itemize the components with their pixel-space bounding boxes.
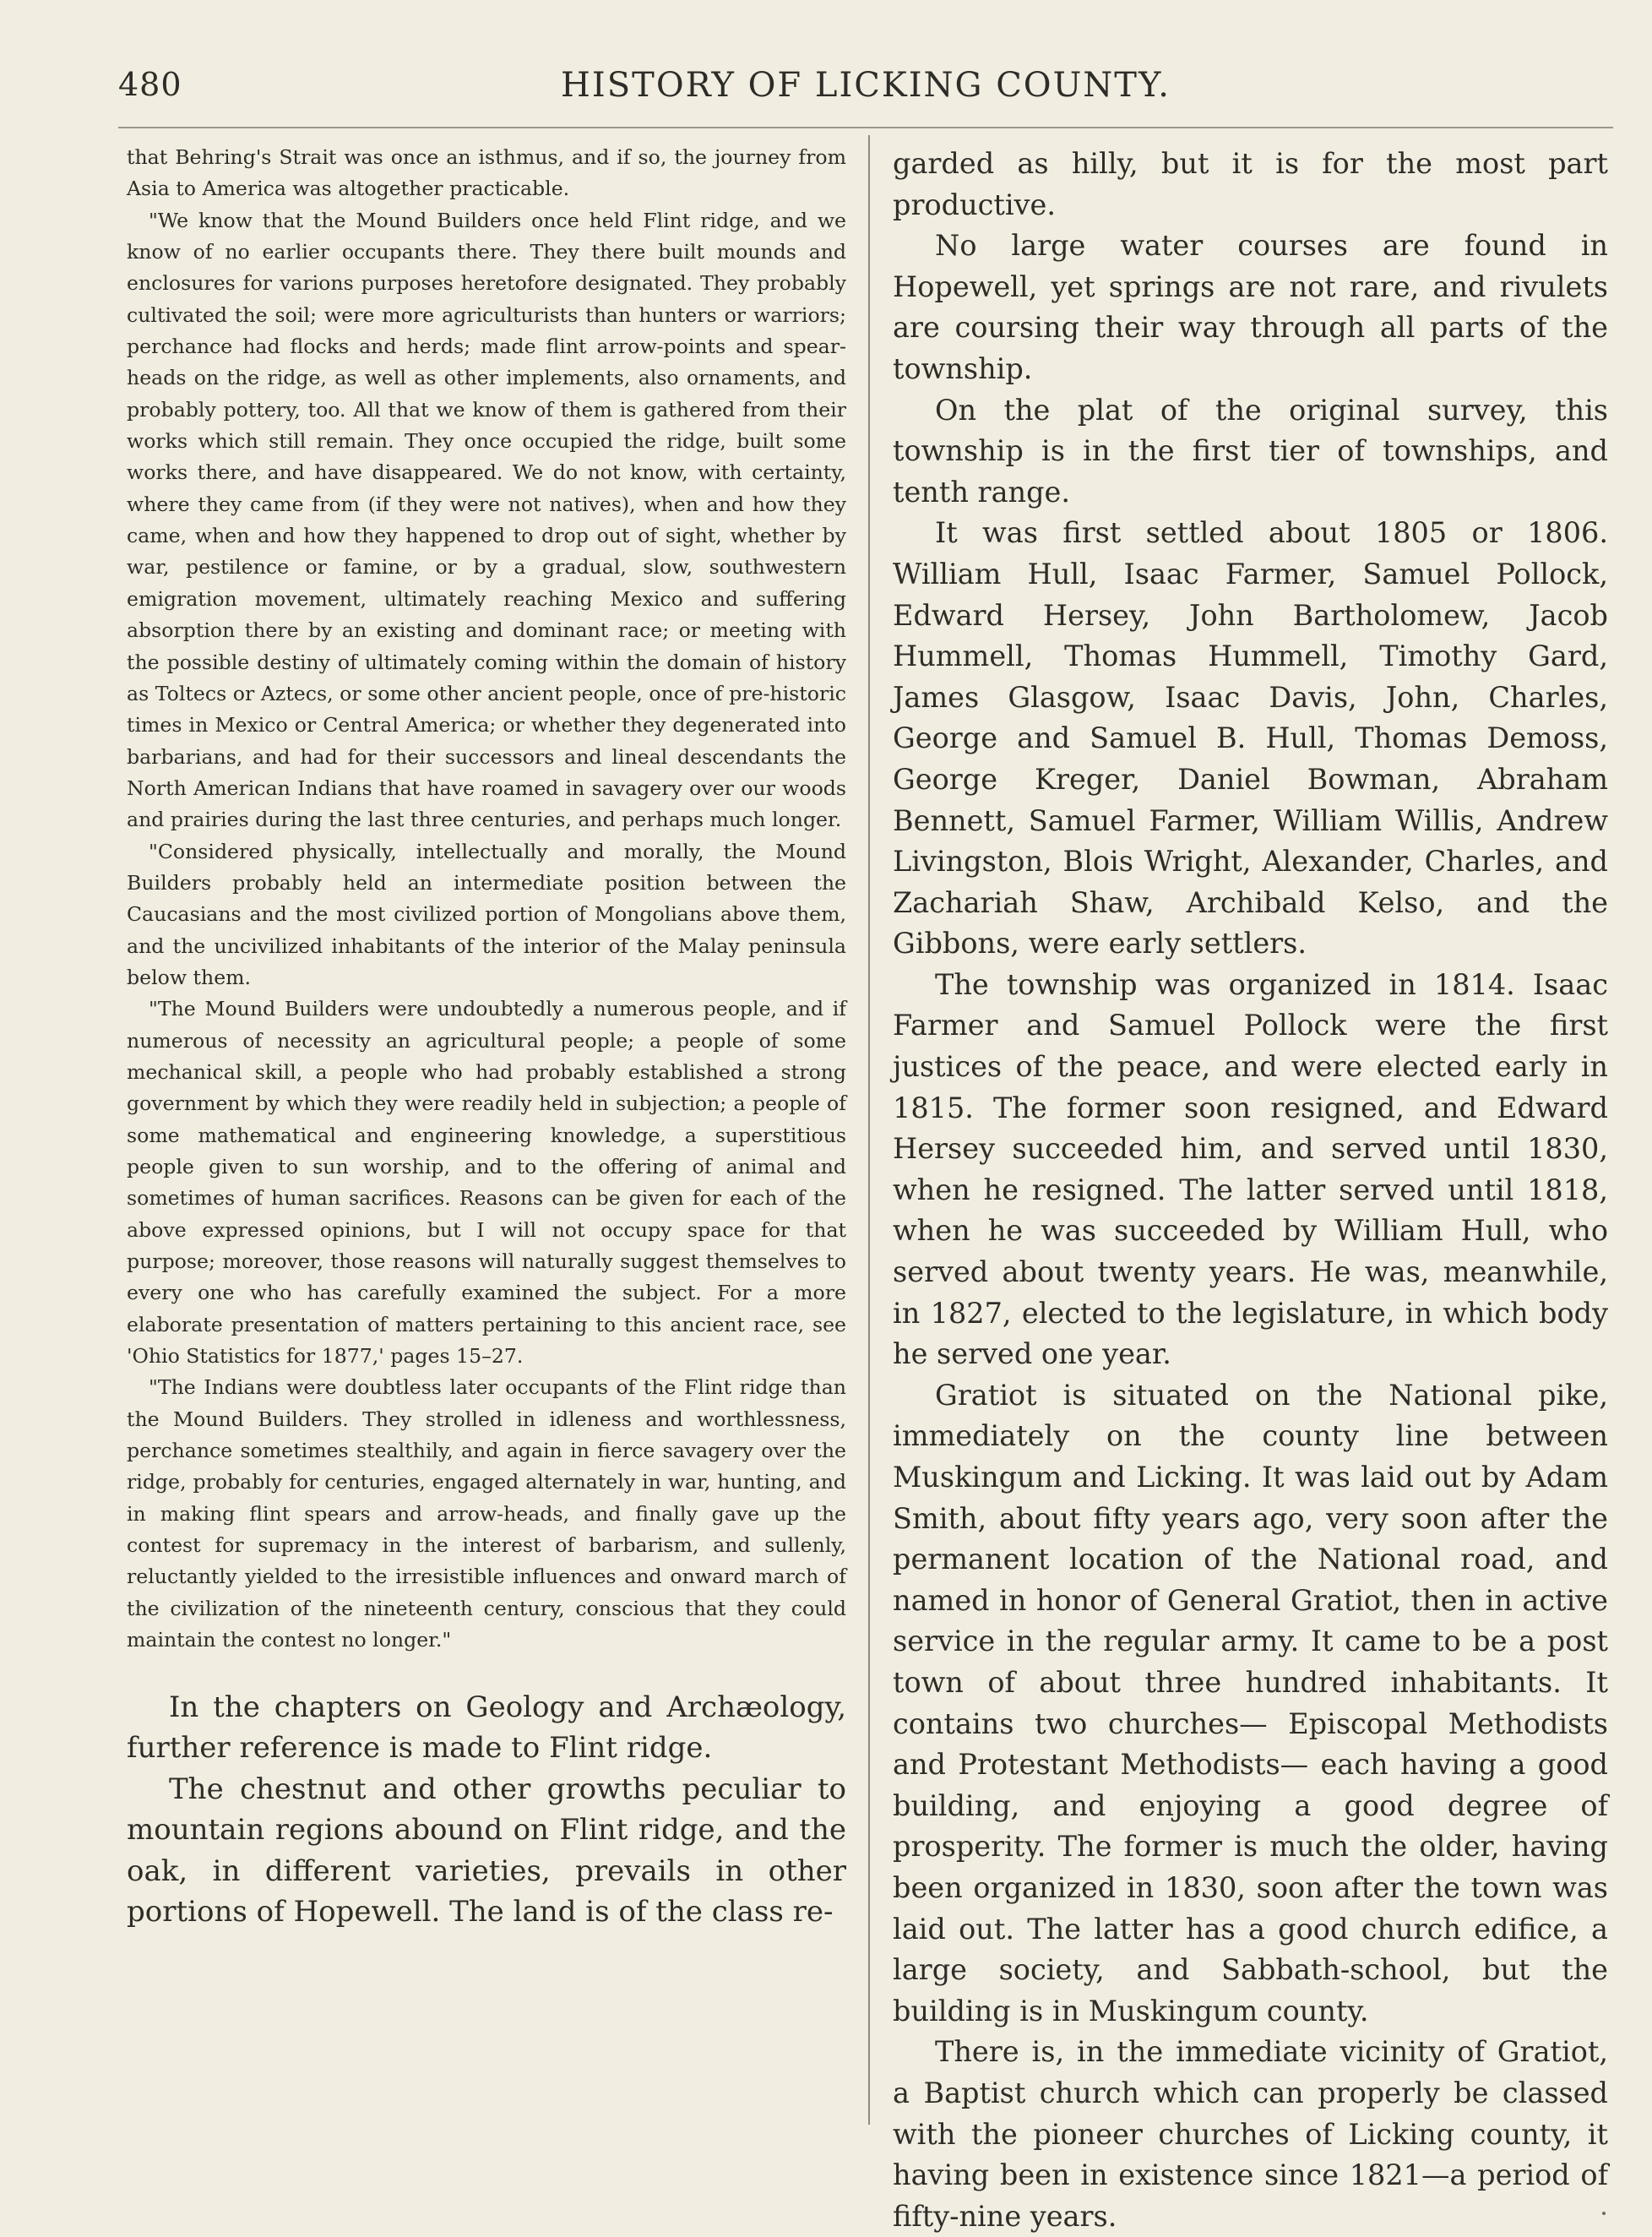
body-paragraph: No large water courses are found in Hopewell, yet springs are not rare, and rivulets are coursing their way through all parts of the township. xyxy=(893,229,1608,385)
quote-paragraph: "The Mound Builders were undoubtedly a numerous people, and if numerous of necessity an agricultural people; a people of some mechanical skill, a people who had probably established a strong government by which they were readily held in subjection; a people of some mathematical and engineering knowledge, a superstitious people given to sun worship, and to the offering of animal and sometimes of human sacrifices. Reasons can be given for each of the above expressed opinions, but I will not occupy space for that purpose; moreover, those reasons will naturally suggest themselves to every one who has carefully examined the subject. For a more elaborate presentation of matters pertaining to this ancient race, see 'Ohio Statistics for 1877,' pages 15–27. xyxy=(127,997,846,1369)
quote-paragraph: that Behring's Strait was once an isthmus, and if so, the journey from Asia to America was altogether practicable. xyxy=(127,145,846,201)
quote-paragraph: "We know that the Mound Builders once held Flint ridge, and we know of no earlier occupants there. They there built mounds and enclosures for varions purposes heretofore designated. They probably cultivated the soil; were more agriculturists than hunters or warriors; perchance had flocks and herds; made flint arrow-points and spear-heads on the ridge, as well as other implements, also ornaments, and probably pottery, too. All that we know of them is gathered from their works which still remain. They once occupied the ridge, built some works there, and have disappeared. We do not know, with certainty, where they came from (if they were not natives), when and how they came, when and how they happened to drop out of sight, whether by war, pestilence or famine, or by a gradual, slow, southwestern emigration movement, ultimately reaching Mexico and suffering absorption there by an existing and dominant race; or meeting with the possible destiny of ultimately coming within the domain of history as Toltecs or Aztecs, or some other ancient people, once of pre-historic times in Mexico or Central America; or whether they degenerated into barbarians, and had for their successors and lineal descendants the North American Indians that have roamed in savagery over our woods and prairies during the last three centuries, and perhaps much longer. xyxy=(127,208,846,832)
body-paragraph: On the plat of the original survey, this township is in the first tier of townships, and tenth range. xyxy=(893,393,1608,509)
continued-paragraph: garded as hilly, but it is for the most part productive. xyxy=(893,147,1608,221)
paper-speck xyxy=(1602,2212,1606,2215)
body-paragraph: There is, in the immediate vicinity of Gratiot, a Baptist church which can properly be classed with the pioneer churches of Licking county, it having been in existence since 1821—a period of fifty-nine years. xyxy=(893,2035,1608,2233)
body-paragraph: It was first settled about 1805 or 1806. William Hull, Isaac Farmer, Samuel Pollock, Edward Hersey, John Bartholomew, Jacob Hummell, Thomas Hummell, Timothy Gard, James Glasgow, Isaac Davis, John, Charles, George and Samuel B. Hull, Thomas Demoss, George Kreger, Daniel Bowman, Abraham Bennett, Samuel Farmer, William Willis, Andrew Livingston, Blois Wright, Alexander, Charles, and Zachariah Shaw, Archibald Kelso, and the Gibbons, were early settlers. xyxy=(893,516,1608,961)
right-column xyxy=(893,144,1608,2237)
running-title: HISTORY OF LICKING COUNTY. xyxy=(561,66,1171,105)
body-paragraph: In the chapters on Geology and Archæology, further reference is made to Flint ridge. xyxy=(127,1690,846,1766)
left-column xyxy=(127,142,846,1933)
body-paragraph: The township was organized in 1814. Isaac Farmer and Samuel Pollock were the first justices of the peace, and were elected early in 1815. The former soon resigned, and Edward Hersey succeeded him, and served until 1830, when he resigned. The latter served until 1818, when he was succeeded by William Hull, who served about twenty years. He was, meanwhile, in 1827, elected to the legislature, in which body he served one year. xyxy=(893,967,1608,1371)
left-body-text xyxy=(127,1687,846,1934)
header-rule xyxy=(118,127,1613,128)
body-paragraph: The chestnut and other growths peculiar to mountain regions abound on Flint ridge, and the oak, in different varieties, prevails in other portions of Hopewell. The land is of the class re- xyxy=(127,1772,846,1929)
column-divider xyxy=(868,135,870,2125)
body-paragraph: Gratiot is situated on the National pike, immediately on the county line between Muskingum and Licking. It was laid out by Adam Smith, about fifty years ago, very soon after the permanent location of the National road, and named in honor of General Gratiot, then in active service in the regular army. It came to be a post town of about three hundred inhabitants. It contains two churches— Episcopal Methodists and Protestant Methodists— each having a good building, and enjoying a good degree of prosperity. The former is much the older, having been organized in 1830, soon after the town was laid out. The latter has a good church edifice, a large society, and Sabbath-school, but the building is in Muskingum county. xyxy=(893,1378,1608,2027)
page-number: 480 xyxy=(118,66,182,103)
running-header xyxy=(118,66,1613,106)
quote-paragraph: "Considered physically, intellectually and morally, the Mound Builders probably held an intermediate position between the Caucasians and the most civilized portion of Mongolians above them, and the uncivilized inhabitants of the interior of the Malay peninsula below them. xyxy=(127,839,846,989)
quote-paragraph: "The Indians were doubtless later occupants of the Flint ridge than the Mound Builders. They strolled in idleness and worthlessness, perchance sometimes stealthily, and again in fierce savagery over the ridge, probably for centuries, engaged alternately in war, hunting, and in making flint spears and arrow-heads, and finally gave up the contest for supremacy in the interest of barbarism, and sullenly, reluctantly yielded to the irresistible influences and onward march of the civilization of the nineteenth century, conscious that they could maintain the contest no longer." xyxy=(127,1375,846,1652)
